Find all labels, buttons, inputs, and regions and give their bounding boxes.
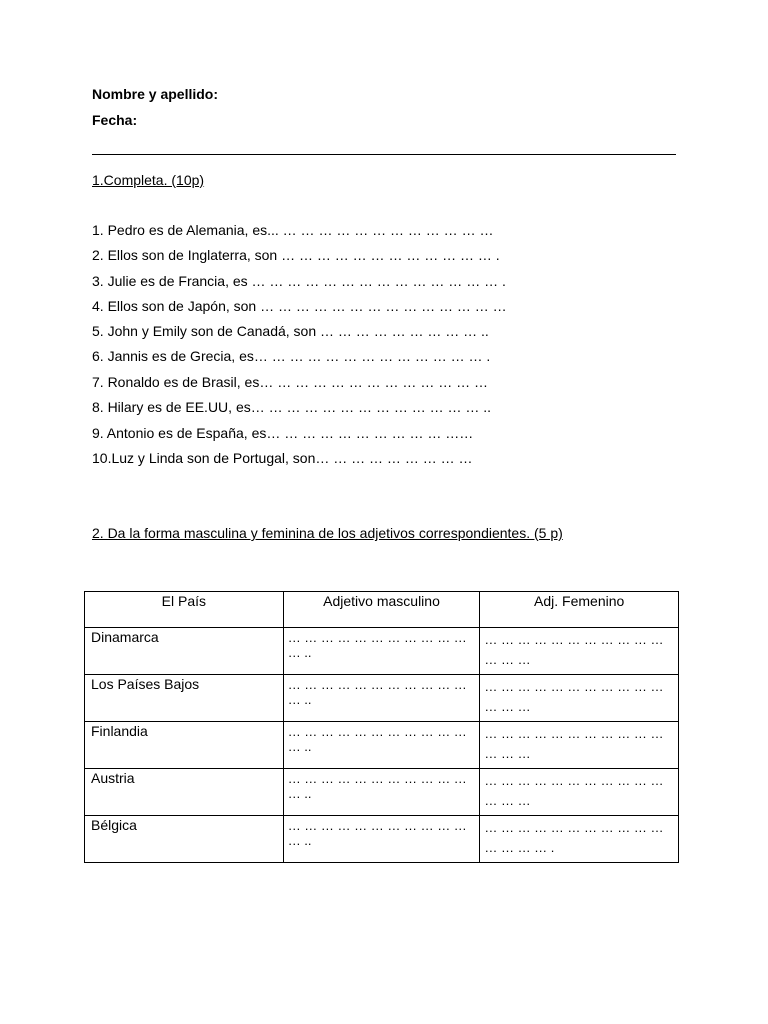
feminine-blank: … … … … … … … … … … … … … … … . — [480, 816, 679, 863]
country-cell: Austria — [85, 769, 284, 816]
table-row — [85, 675, 679, 722]
exercise-item: 10.Luz y Linda son de Portugal, son… … … … … … … … … — [92, 450, 473, 466]
exercise-item: 2. Ellos son de Inglaterra, son … … … … … … … … … … … … . — [92, 247, 500, 263]
table-row — [85, 816, 679, 863]
table-header-row — [85, 592, 679, 628]
header-country: El País — [85, 592, 284, 628]
adjectives-table — [84, 591, 679, 863]
section1-title: 1.Completa. (10p) — [92, 172, 205, 188]
masculine-blank: … … … … … … … … … … … … .. — [283, 816, 480, 863]
exercise-item: 3. Julie es de Francia, es … … … … … … … … … … … … … … . — [92, 273, 506, 289]
country-cell: Dinamarca — [85, 628, 284, 675]
country-cell: Los Países Bajos — [85, 675, 284, 722]
country-cell: Finlandia — [85, 722, 284, 769]
masculine-blank: … … … … … … … … … … … … .. — [283, 722, 480, 769]
table-row — [85, 769, 679, 816]
exercise-item: 1. Pedro es de Alemania, es... … … … … … … … … … … … … — [92, 222, 494, 238]
masculine-blank: … … … … … … … … … … … … .. — [283, 675, 480, 722]
exercise-item: 7. Ronaldo es de Brasil, es… … … … … … … … … … … … … — [92, 374, 488, 390]
feminine-blank: … … … … … … … … … … … … … … — [480, 675, 679, 722]
table-row — [85, 628, 679, 675]
exercise-item: 6. Jannis es de Grecia, es… … … … … … … … … … … … … . — [92, 348, 491, 364]
masculine-blank: … … … … … … … … … … … … .. — [283, 769, 480, 816]
header-masculine: Adjetivo masculino — [283, 592, 480, 628]
name-label: Nombre y apellido: — [92, 86, 219, 102]
exercise-item: 4. Ellos son de Japón, son … … … … … … … … … … … … … … — [92, 298, 507, 314]
masculine-blank: … … … … … … … … … … … … .. — [283, 628, 480, 675]
country-cell: Bélgica — [85, 816, 284, 863]
header-divider — [92, 154, 676, 155]
feminine-blank: … … … … … … … … … … … … … … — [480, 628, 679, 675]
exercise-item: 5. John y Emily son de Canadá, son … … … … … … … … … .. — [92, 323, 489, 339]
header-feminine: Adj. Femenino — [480, 592, 679, 628]
feminine-blank: … … … … … … … … … … … … … … — [480, 769, 679, 816]
feminine-blank: … … … … … … … … … … … … … … — [480, 722, 679, 769]
exercise-item: 8. Hilary es de EE.UU, es… … … … … … … … … … … … … .. — [92, 399, 492, 415]
exercise-item: 9. Antonio es de España, es… … … … … … … … … … …… — [92, 425, 474, 441]
date-label: Fecha: — [92, 112, 138, 128]
section2-title: 2. Da la forma masculina y feminina de los adjetivos correspondientes. (5 p) — [92, 525, 563, 541]
table-row — [85, 722, 679, 769]
